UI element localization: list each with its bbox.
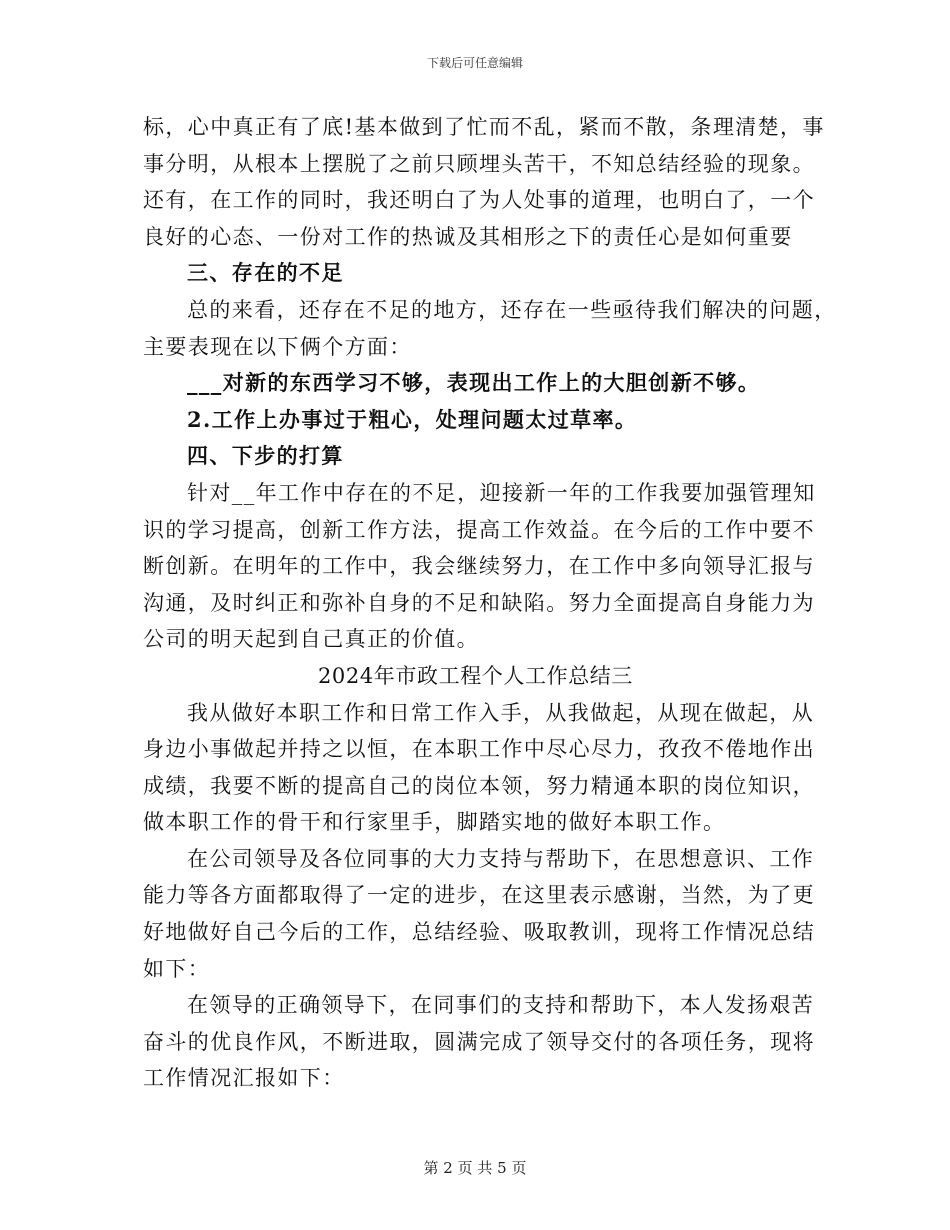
text-line: 能力等各方面都取得了一定的进步，在这里表示感谢，当然，为了更: [143, 883, 815, 908]
document-body: [143, 109, 837, 1097]
text-line: 身边小事做起并持之以恒，在本职工作中尽心尽力，孜孜不倦地作出: [143, 737, 815, 762]
text-line: 针对__年工作中存在的不足，迎接新一年的工作我要加强管理知: [187, 480, 816, 505]
section-title: 2024年市政工程个人工作总结三: [317, 663, 634, 688]
text-line: 奋斗的优良作风，不断进取，圆满完成了领导交付的各项任务，现将: [143, 1029, 815, 1054]
bold-text-line: 2.工作上办事过于粗心，处理问题太过草率。: [187, 406, 638, 432]
text-line: 良好的心态、一份对工作的热诚及其相形之下的责任心是如何重要: [143, 224, 793, 249]
text-line: 标，心中真正有了底!基本做到了忙而不乱，紧而不散，条理清楚，事: [143, 115, 825, 139]
text-line: 公司的明天起到自己真正的价值。: [143, 627, 479, 652]
page-footer: 第 2 页 共 5 页: [423, 1159, 527, 1177]
text-line: 工作情况汇报如下：: [143, 1066, 345, 1091]
text-line: 识的学习提高，创新工作方法，提高工作效益。在今后的工作中要不: [143, 517, 815, 542]
bold-text-line: ___对新的东西学习不够，表现出工作上的大胆创新不够。: [187, 370, 761, 396]
text-line: 还有，在工作的同时，我还明白了为人处事的道理，也明白了，一个: [143, 188, 815, 213]
text-line: 成绩，我要不断的提高自己的岗位本领，努力精通本职的岗位知识，: [143, 773, 815, 798]
bold-text-line: 四、下步的打算: [187, 443, 344, 469]
text-line: 事分明，从根本上摆脱了之前只顾埋头苦干，不知总结经验的现象。: [143, 151, 815, 176]
text-line: 如下：: [143, 956, 211, 981]
text-line: 断创新。在明年的工作中，我会继续努力，在工作中多向领导汇报与: [143, 554, 815, 579]
text-line: 好地做好自己今后的工作，总结经验、吸取教训，现将工作情况总结: [143, 920, 815, 945]
text-line: 做本职工作的骨干和行家里手，脚踏实地的做好本职工作。: [143, 810, 726, 835]
text-line: 在领导的正确领导下，在同事们的支持和帮助下，本人发扬艰苦: [187, 993, 815, 1018]
text-line: 在公司领导及各位同事的大力支持与帮助下，在思想意识、工作: [187, 846, 815, 871]
bold-text-line: 三、存在的不足: [187, 260, 344, 286]
text-line: 总的来看，还存在不足的地方，还存在一些亟待我们解决的问题，: [187, 297, 837, 322]
text-line: 沟通，及时纠正和弥补自身的不足和缺陷。努力全面提高自身能力为: [143, 590, 815, 615]
page-header: 下载后可任意编辑: [426, 56, 523, 70]
text-line: 主要表现在以下俩个方面：: [143, 334, 412, 359]
text-line: 我从做好本职工作和日常工作入手，从我做起，从现在做起，从: [187, 700, 815, 725]
